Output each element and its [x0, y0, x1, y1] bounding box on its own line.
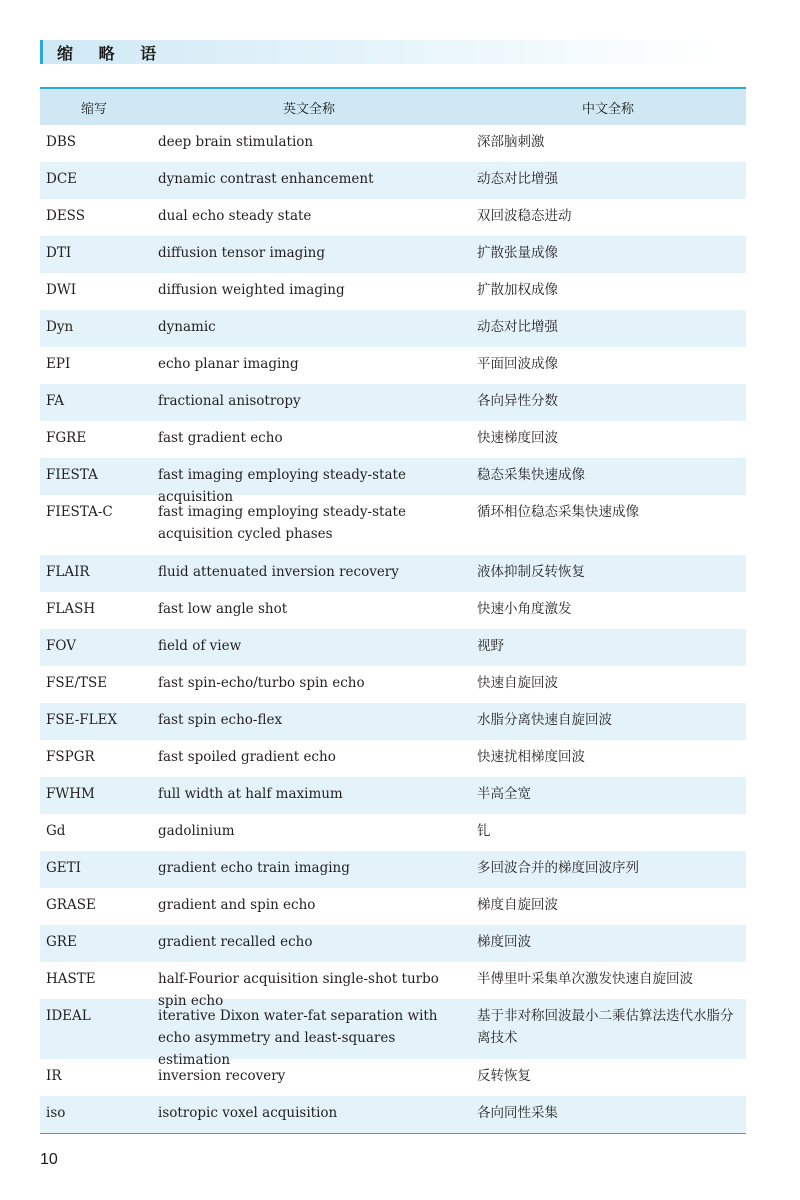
cell-chinese-name: 多回波合并的梯度回波序列 — [477, 860, 639, 876]
table-row — [40, 495, 746, 555]
cell-english-name: diffusion weighted imaging — [158, 282, 345, 298]
cell-chinese-name: 动态对比增强 — [477, 171, 558, 187]
cell-chinese-name: 深部脑刺激 — [477, 134, 545, 150]
cell-abbreviation: Gd — [46, 823, 66, 839]
cell-chinese-name: 快速小角度激发 — [477, 601, 572, 617]
cell-chinese-name: 钆 — [477, 823, 491, 839]
cell-abbreviation: GRASE — [46, 897, 96, 913]
cell-english-name: gradient recalled echo — [158, 934, 313, 950]
table-row — [40, 310, 746, 347]
table-row — [40, 421, 746, 458]
cell-english-name: isotropic voxel acquisition — [158, 1105, 338, 1121]
cell-chinese-name: 循环相位稳态采集快速成像 — [477, 504, 639, 520]
cell-english-name: fast imaging employing steady-state acquisition — [158, 467, 406, 505]
table-row — [40, 814, 746, 851]
cell-chinese-name: 视野 — [477, 638, 504, 654]
cell-english-name: field of view — [158, 638, 242, 654]
cell-abbreviation: Dyn — [46, 319, 74, 335]
cell-chinese-name: 动态对比增强 — [477, 319, 558, 335]
cell-abbreviation: FSE-FLEX — [46, 712, 118, 728]
cell-english-name: dynamic contrast enhancement — [158, 171, 374, 187]
table-row — [40, 999, 746, 1068]
cell-chinese-name: 稳态采集快速成像 — [477, 467, 585, 483]
table-row — [40, 629, 746, 666]
cell-chinese-name: 快速自旋回波 — [477, 675, 558, 691]
table-row — [40, 592, 746, 629]
cell-abbreviation: EPI — [46, 356, 71, 372]
cell-english-name: fast gradient echo — [158, 430, 283, 446]
cell-english-name: diffusion tensor imaging — [158, 245, 325, 261]
cell-chinese-name: 液体抑制反转恢复 — [477, 564, 585, 580]
cell-abbreviation: FOV — [46, 638, 76, 654]
cell-english-name: fast imaging employing steady-state acquisition cycled phases — [158, 504, 406, 542]
cell-abbreviation: iso — [46, 1105, 66, 1121]
table-row — [40, 273, 746, 310]
table-row — [40, 851, 746, 888]
cell-english-name: fast spoiled gradient echo — [158, 749, 336, 765]
cell-abbreviation: DCE — [46, 171, 78, 187]
cell-english-name: echo planar imaging — [158, 356, 299, 372]
cell-abbreviation: FLAIR — [46, 564, 90, 580]
cell-chinese-name: 扩散加权成像 — [477, 282, 558, 298]
cell-english-name: inversion recovery — [158, 1068, 286, 1084]
cell-english-name: half-Fourior acquisition single-shot turbo spin echo — [158, 971, 439, 1009]
cell-chinese-name: 双回波稳态进动 — [477, 208, 572, 224]
section-accent-bar — [40, 40, 43, 64]
cell-english-name: gradient echo train imaging — [158, 860, 350, 876]
table-body — [40, 125, 746, 1133]
table-row — [40, 888, 746, 925]
cell-abbreviation: FA — [46, 393, 64, 409]
cell-chinese-name: 水脂分离快速自旋回波 — [477, 712, 612, 728]
cell-abbreviation: DBS — [46, 134, 76, 150]
cell-abbreviation: DESS — [46, 208, 85, 224]
cell-english-name: fractional anisotropy — [158, 393, 301, 409]
cell-abbreviation: GRE — [46, 934, 77, 950]
cell-abbreviation: FSE/TSE — [46, 675, 108, 691]
table-row — [40, 777, 746, 814]
section-title: 缩 略 语 — [57, 43, 167, 63]
table-row — [40, 347, 746, 384]
cell-chinese-name: 反转恢复 — [477, 1068, 531, 1084]
table-row — [40, 199, 746, 236]
cell-english-name: fluid attenuated inversion recovery — [158, 564, 399, 580]
header-abbreviation: 缩写 — [80, 101, 107, 117]
table-row — [40, 1096, 746, 1133]
cell-chinese-name: 扩散张量成像 — [477, 245, 558, 261]
cell-english-name: fast spin echo-flex — [158, 712, 283, 728]
table-row — [40, 962, 746, 1009]
cell-chinese-name: 快速梯度回波 — [477, 430, 558, 446]
cell-abbreviation: HASTE — [46, 971, 96, 987]
table-row — [40, 236, 746, 273]
header-english-name: 英文全称 — [282, 101, 335, 117]
cell-english-name: fast spin-echo/turbo spin echo — [158, 675, 365, 691]
cell-english-name: dual echo steady state — [158, 208, 312, 224]
cell-abbreviation: IR — [46, 1068, 62, 1084]
table-row — [40, 925, 746, 962]
cell-chinese-name: 半高全宽 — [477, 786, 531, 802]
table-row — [40, 1059, 746, 1096]
cell-english-name: iterative Dixon water-fat separation with echo asymmetry and least-squares estimation — [158, 1008, 438, 1068]
table-row — [40, 384, 746, 421]
table-header — [40, 89, 746, 125]
table-row — [40, 125, 746, 162]
cell-chinese-name: 梯度自旋回波 — [477, 897, 558, 913]
cell-english-name: fast low angle shot — [158, 601, 288, 617]
header-chinese-name: 中文全称 — [581, 101, 634, 117]
table-row — [40, 162, 746, 199]
table-row — [40, 555, 746, 592]
cell-abbreviation: FWHM — [46, 786, 95, 802]
cell-english-name: full width at half maximum — [158, 786, 343, 802]
cell-chinese-name: 各向异性分数 — [477, 393, 558, 409]
cell-chinese-name: 半傅里叶采集单次激发快速自旋回波 — [477, 971, 693, 987]
table-row — [40, 740, 746, 777]
table-row — [40, 666, 746, 703]
cell-chinese-name: 快速扰相梯度回波 — [477, 749, 585, 765]
table-row — [40, 703, 746, 740]
table-row — [40, 458, 746, 505]
cell-english-name: dynamic — [158, 319, 216, 335]
cell-abbreviation: FLASH — [46, 601, 96, 617]
abbreviation-table — [40, 87, 746, 1134]
cell-abbreviation: GETI — [46, 860, 81, 876]
section-header — [40, 40, 720, 64]
cell-english-name: deep brain stimulation — [158, 134, 314, 150]
cell-english-name: gadolinium — [158, 823, 235, 839]
cell-abbreviation: FGRE — [46, 430, 87, 446]
cell-chinese-name: 基于非对称回波最小二乘估算法迭代水脂分离技术 — [477, 1008, 734, 1046]
cell-abbreviation: DTI — [46, 245, 72, 261]
cell-chinese-name: 平面回波成像 — [477, 356, 558, 372]
cell-abbreviation: FSPGR — [46, 749, 95, 765]
cell-abbreviation: DWI — [46, 282, 77, 298]
cell-english-name: gradient and spin echo — [158, 897, 316, 913]
cell-abbreviation: FIESTA — [46, 467, 98, 483]
page-number: 10 — [40, 1151, 58, 1168]
cell-chinese-name: 梯度回波 — [477, 934, 531, 950]
cell-abbreviation: IDEAL — [46, 1008, 91, 1024]
cell-abbreviation: FIESTA-C — [46, 504, 113, 520]
cell-chinese-name: 各向同性采集 — [477, 1105, 558, 1121]
